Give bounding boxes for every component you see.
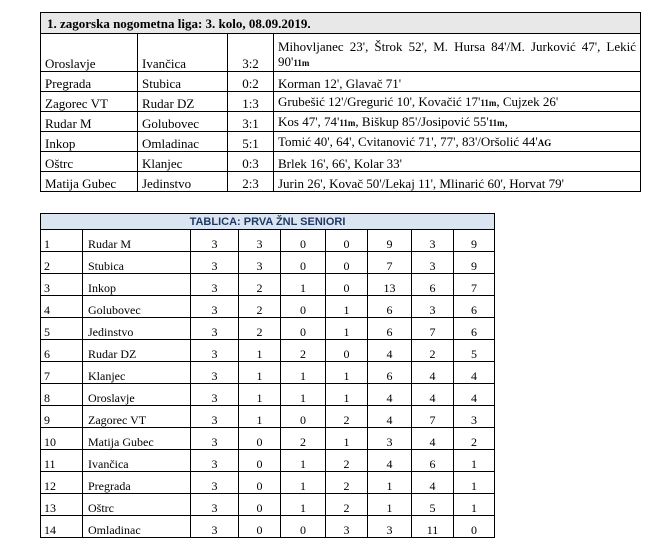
- club-name: Klanjec: [83, 362, 191, 384]
- goals-against: 5: [412, 494, 454, 516]
- standings-table: [40, 213, 495, 538]
- goals-against: 3: [412, 296, 454, 318]
- away-team: Rudar DZ: [138, 92, 228, 112]
- club-name: Inkop: [83, 274, 191, 296]
- club-name: Matija Gubec: [83, 428, 191, 450]
- goals-against: 6: [412, 274, 454, 296]
- goals-for: 4: [368, 340, 412, 362]
- losses: 2: [326, 494, 368, 516]
- played: 3: [191, 318, 239, 340]
- goals-against: 4: [412, 384, 454, 406]
- losses: 2: [326, 450, 368, 472]
- home-team: Zagorec VT: [41, 92, 138, 112]
- points: 6: [454, 318, 495, 340]
- standings-row: [41, 450, 495, 472]
- draws: 1: [281, 362, 326, 384]
- losses: 0: [326, 230, 368, 252]
- played: 3: [191, 406, 239, 428]
- losses: 2: [326, 472, 368, 494]
- losses: 2: [326, 406, 368, 428]
- position: 9: [41, 406, 83, 428]
- points: 3: [454, 406, 495, 428]
- match-row: [41, 72, 641, 92]
- goals-against: 2: [412, 340, 454, 362]
- played: 3: [191, 230, 239, 252]
- home-team: Inkop: [41, 132, 138, 152]
- goals-for: 4: [368, 406, 412, 428]
- played: 3: [191, 428, 239, 450]
- goals-against: 6: [412, 450, 454, 472]
- goals-for: 4: [368, 450, 412, 472]
- draws: 0: [281, 516, 326, 538]
- wins: 3: [239, 230, 281, 252]
- wins: 1: [239, 340, 281, 362]
- standings-row: [41, 516, 495, 538]
- club-name: Rudar DZ: [83, 340, 191, 362]
- played: 3: [191, 296, 239, 318]
- draws: 0: [281, 230, 326, 252]
- match-score: 2:3: [228, 172, 274, 192]
- points: 4: [454, 384, 495, 406]
- goals-for: 7: [368, 252, 412, 274]
- points: 9: [454, 230, 495, 252]
- home-team: Matija Gubec: [41, 172, 138, 192]
- goals-for: 13: [368, 274, 412, 296]
- match-score: 3:1: [228, 112, 274, 132]
- position: 7: [41, 362, 83, 384]
- own-goal-tag: AG: [537, 138, 552, 148]
- losses: 0: [326, 340, 368, 362]
- penalty-tag: 11m: [488, 118, 505, 128]
- wins: 1: [239, 362, 281, 384]
- played: 3: [191, 274, 239, 296]
- club-name: Golubovec: [83, 296, 191, 318]
- match-scorers: Jurin 26', Kovač 50'/Lekaj 11', Mlinarić 60', Horvat 79': [274, 172, 641, 192]
- standings-row: [41, 274, 495, 296]
- match-scorers: Tomić 40', 64', Cvitanović 71', 77', 83'/Oršolić 44'AG: [274, 132, 641, 152]
- wins: 0: [239, 494, 281, 516]
- position: 11: [41, 450, 83, 472]
- penalty-tag: 11m: [339, 118, 356, 128]
- goals-for: 3: [368, 516, 412, 538]
- match-row: [41, 112, 641, 132]
- wins: 2: [239, 318, 281, 340]
- club-name: Stubica: [83, 252, 191, 274]
- penalty-tag: 11m: [293, 58, 310, 68]
- match-row: [41, 132, 641, 152]
- standings-row: [41, 428, 495, 450]
- points: 2: [454, 428, 495, 450]
- goals-against: 3: [412, 252, 454, 274]
- wins: 0: [239, 428, 281, 450]
- match-row: [41, 92, 641, 112]
- losses: 1: [326, 384, 368, 406]
- goals-against: 11: [412, 516, 454, 538]
- wins: 3: [239, 252, 281, 274]
- match-scorers: Grubešić 12'/Gregurić 10', Kovačić 17'11m, Cujzek 26': [274, 92, 641, 112]
- losses: 3: [326, 516, 368, 538]
- points: 9: [454, 252, 495, 274]
- losses: 0: [326, 252, 368, 274]
- points: 0: [454, 516, 495, 538]
- goals-against: 4: [412, 428, 454, 450]
- home-team: Pregrada: [41, 72, 138, 92]
- goals-for: 6: [368, 296, 412, 318]
- club-name: Pregrada: [83, 472, 191, 494]
- draws: 2: [281, 340, 326, 362]
- club-name: Ivančica: [83, 450, 191, 472]
- away-team: Golubovec: [138, 112, 228, 132]
- points: 1: [454, 494, 495, 516]
- away-team: Jedinstvo: [138, 172, 228, 192]
- position: 2: [41, 252, 83, 274]
- penalty-tag: 11m: [480, 98, 497, 108]
- standings-row: [41, 362, 495, 384]
- match-row: [41, 172, 641, 192]
- points: 1: [454, 450, 495, 472]
- goals-against: 4: [412, 362, 454, 384]
- standings-row: [41, 494, 495, 516]
- club-name: Omladinac: [83, 516, 191, 538]
- away-team: Klanjec: [138, 152, 228, 172]
- club-name: Zagorec VT: [83, 406, 191, 428]
- standings-row: [41, 230, 495, 252]
- position: 5: [41, 318, 83, 340]
- draws: 1: [281, 274, 326, 296]
- match-scorers: Korman 12', Glavač 71': [274, 72, 641, 92]
- standings-row: [41, 296, 495, 318]
- away-team: Omladinac: [138, 132, 228, 152]
- away-team: Stubica: [138, 72, 228, 92]
- standings-row: [41, 406, 495, 428]
- wins: 0: [239, 472, 281, 494]
- results-title: 1. zagorska nogometna liga: 3. kolo, 08.09.2019.: [41, 13, 641, 34]
- home-team: Rudar M: [41, 112, 138, 132]
- home-team: Oroslavje: [41, 34, 138, 72]
- goals-for: 9: [368, 230, 412, 252]
- position: 8: [41, 384, 83, 406]
- position: 10: [41, 428, 83, 450]
- draws: 2: [281, 428, 326, 450]
- losses: 0: [326, 274, 368, 296]
- match-score: 0:2: [228, 72, 274, 92]
- draws: 0: [281, 296, 326, 318]
- match-score: 3:2: [228, 34, 274, 72]
- draws: 1: [281, 472, 326, 494]
- draws: 1: [281, 494, 326, 516]
- standings-row: [41, 384, 495, 406]
- played: 3: [191, 472, 239, 494]
- position: 1: [41, 230, 83, 252]
- wins: 1: [239, 406, 281, 428]
- standings-row: [41, 252, 495, 274]
- draws: 0: [281, 318, 326, 340]
- match-score: 5:1: [228, 132, 274, 152]
- goals-for: 6: [368, 362, 412, 384]
- goals-against: 7: [412, 318, 454, 340]
- goals-for: 3: [368, 428, 412, 450]
- standings-row: [41, 472, 495, 494]
- draws: 1: [281, 450, 326, 472]
- club-name: Rudar M: [83, 230, 191, 252]
- match-row: [41, 34, 641, 72]
- goals-for: 6: [368, 318, 412, 340]
- wins: 0: [239, 516, 281, 538]
- away-team: Ivančica: [138, 34, 228, 72]
- wins: 2: [239, 296, 281, 318]
- points: 1: [454, 472, 495, 494]
- goals-for: 4: [368, 384, 412, 406]
- wins: 2: [239, 274, 281, 296]
- losses: 1: [326, 318, 368, 340]
- wins: 1: [239, 384, 281, 406]
- played: 3: [191, 252, 239, 274]
- club-name: Oštrc: [83, 494, 191, 516]
- club-name: Jedinstvo: [83, 318, 191, 340]
- position: 6: [41, 340, 83, 362]
- position: 3: [41, 274, 83, 296]
- goals-against: 7: [412, 406, 454, 428]
- position: 4: [41, 296, 83, 318]
- match-scorers: Mihovljanec 23', Štrok 52', M. Hursa 84'/M. Jurković 47', Lekić 90'11m: [274, 34, 641, 72]
- points: 4: [454, 362, 495, 384]
- match-scorers: Brlek 16', 66', Kolar 33': [274, 152, 641, 172]
- played: 3: [191, 384, 239, 406]
- losses: 1: [326, 296, 368, 318]
- position: 14: [41, 516, 83, 538]
- played: 3: [191, 340, 239, 362]
- standings-caption: TABLICA: PRVA ŽNL SENIORI: [41, 214, 495, 230]
- standings-row: [41, 318, 495, 340]
- club-name: Oroslavje: [83, 384, 191, 406]
- standings-row: [41, 340, 495, 362]
- played: 3: [191, 450, 239, 472]
- points: 6: [454, 296, 495, 318]
- played: 3: [191, 362, 239, 384]
- position: 13: [41, 494, 83, 516]
- position: 12: [41, 472, 83, 494]
- match-score: 1:3: [228, 92, 274, 112]
- draws: 1: [281, 384, 326, 406]
- draws: 0: [281, 406, 326, 428]
- match-row: [41, 152, 641, 172]
- home-team: Oštrc: [41, 152, 138, 172]
- goals-for: 1: [368, 472, 412, 494]
- wins: 0: [239, 450, 281, 472]
- played: 3: [191, 494, 239, 516]
- played: 3: [191, 516, 239, 538]
- points: 7: [454, 274, 495, 296]
- match-scorers: Kos 47', 74'11m, Biškup 85'/Josipović 55'11m,: [274, 112, 641, 132]
- goals-against: 3: [412, 230, 454, 252]
- goals-for: 1: [368, 494, 412, 516]
- points: 5: [454, 340, 495, 362]
- losses: 1: [326, 362, 368, 384]
- draws: 0: [281, 252, 326, 274]
- results-table: [40, 12, 641, 192]
- losses: 1: [326, 428, 368, 450]
- goals-against: 4: [412, 472, 454, 494]
- match-score: 0:3: [228, 152, 274, 172]
